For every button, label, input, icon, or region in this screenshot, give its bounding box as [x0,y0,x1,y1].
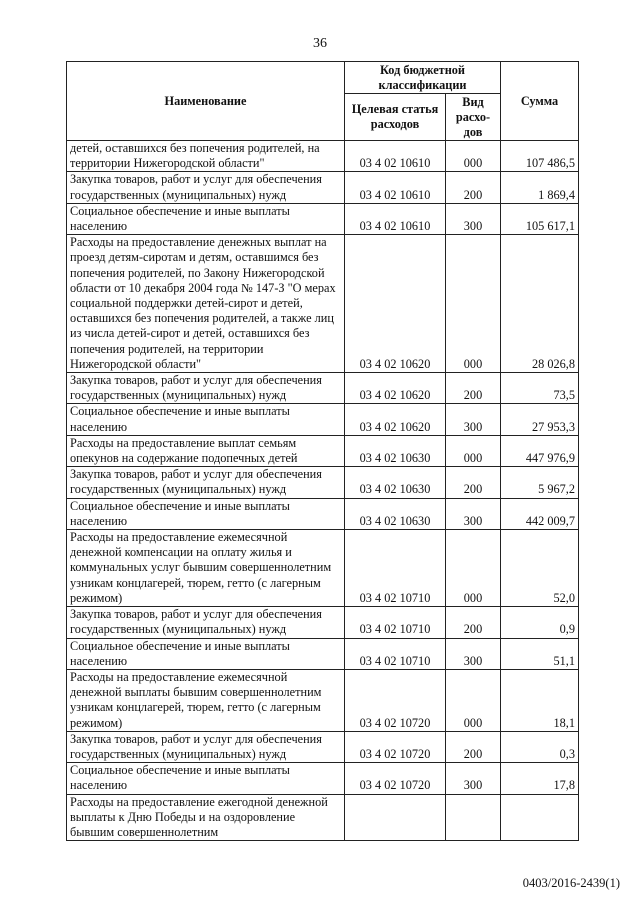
row-name: Социальное обеспечение и иные выплаты населению [67,498,345,529]
row-expense-type: 000 [446,530,501,607]
row-amount: 51,1 [501,638,579,669]
table-row [67,404,579,435]
row-target-code: 03 4 02 10710 [345,607,446,638]
header-target-article: Целевая статья расходов [345,94,446,141]
table-row [67,498,579,529]
row-name: Закупка товаров, работ и услуг для обеспечения государственных (муниципальных) нужд [67,731,345,762]
row-amount: 0,9 [501,607,579,638]
row-target-code: 03 4 02 10720 [345,731,446,762]
row-expense-type: 200 [446,467,501,498]
table-row [67,763,579,794]
row-target-code: 03 4 02 10610 [345,141,446,172]
table-row [67,669,579,731]
row-name: Расходы на предоставление выплат семьям опекунов на содержание подопечных детей [67,435,345,466]
table-row [67,203,579,234]
row-name: Закупка товаров, работ и услуг для обеспечения государственных (муниципальных) нужд [67,467,345,498]
table-row [67,731,579,762]
row-expense-type: 200 [446,373,501,404]
row-expense-type: 300 [446,404,501,435]
row-expense-type: 000 [446,141,501,172]
row-amount: 73,5 [501,373,579,404]
row-amount: 442 009,7 [501,498,579,529]
row-amount: 0,3 [501,731,579,762]
budget-table [66,61,579,841]
row-amount: 17,8 [501,763,579,794]
table-row [67,467,579,498]
row-name: Расходы на предоставление ежемесячной денежной выплаты бывшим совершеннолетним узникам концлагерей, тюрем, гетто (с лагерным режимом) [67,669,345,731]
table-body [67,141,579,841]
table-header [67,62,579,141]
table-row [67,794,579,841]
row-name: Социальное обеспечение и иные выплаты населению [67,203,345,234]
table-row [67,373,579,404]
row-target-code: 03 4 02 10610 [345,172,446,203]
row-name: Расходы на предоставление ежегодной денежной выплаты к Дню Победы и на оздоровление бывшим совершеннолетним [67,794,345,841]
row-amount: 107 486,5 [501,141,579,172]
row-expense-type: 200 [446,607,501,638]
row-amount: 52,0 [501,530,579,607]
row-expense-type: 000 [446,669,501,731]
table-row [67,435,579,466]
row-expense-type: 300 [446,498,501,529]
row-target-code [345,794,446,841]
row-expense-type: 300 [446,763,501,794]
header-name: Наименование [67,62,345,141]
row-expense-type: 000 [446,435,501,466]
row-amount: 447 976,9 [501,435,579,466]
row-name: Расходы на предоставление ежемесячной денежной компенсации на оплату жилья и коммунальных услуг бывшим совершеннолетним узникам концлагерей, тюрем, гетто (с лагерным режимом) [67,530,345,607]
row-target-code: 03 4 02 10710 [345,530,446,607]
table-row [67,172,579,203]
row-expense-type [446,794,501,841]
row-amount: 18,1 [501,669,579,731]
row-target-code: 03 4 02 10630 [345,498,446,529]
row-expense-type: 200 [446,172,501,203]
row-target-code: 03 4 02 10630 [345,467,446,498]
row-amount: 5 967,2 [501,467,579,498]
row-amount: 28 026,8 [501,235,579,373]
table-row [67,235,579,373]
table-row [67,530,579,607]
row-target-code: 03 4 02 10610 [345,203,446,234]
document-code: 0403/2016-2439(1) [522,876,620,890]
table-row [67,141,579,172]
row-target-code: 03 4 02 10620 [345,235,446,373]
row-name: Социальное обеспечение и иные выплаты населению [67,638,345,669]
row-name: Социальное обеспечение и иные выплаты населению [67,763,345,794]
row-name: детей, оставшихся без попечения родителей, на территории Нижегородской области" [67,141,345,172]
row-name: Закупка товаров, работ и услуг для обеспечения государственных (муниципальных) нужд [67,172,345,203]
row-name: Социальное обеспечение и иные выплаты населению [67,404,345,435]
row-name: Расходы на предоставление денежных выплат на проезд детям-сиротам и детям, оставшимся без попечения родителей, по Закону Нижегородской области от 10 декабря 2004 года № 147-З "О мерах социальной поддержки детей-сирот и детей, оставшихся без попечения родителей, а также лиц из числа детей-сирот и детей, оставшихся без попечения родителей, на территории Нижегородской области" [67,235,345,373]
row-expense-type: 300 [446,638,501,669]
row-target-code: 03 4 02 10620 [345,404,446,435]
row-expense-type: 200 [446,731,501,762]
row-target-code: 03 4 02 10710 [345,638,446,669]
row-target-code: 03 4 02 10720 [345,669,446,731]
row-target-code: 03 4 02 10720 [345,763,446,794]
row-name: Закупка товаров, работ и услуг для обеспечения государственных (муниципальных) нужд [67,373,345,404]
row-amount [501,794,579,841]
row-expense-type: 000 [446,235,501,373]
row-amount: 1 869,4 [501,172,579,203]
table-row [67,638,579,669]
row-amount: 105 617,1 [501,203,579,234]
row-expense-type: 300 [446,203,501,234]
header-expense-type: Вид расхо-дов [446,94,501,141]
row-target-code: 03 4 02 10620 [345,373,446,404]
header-classification: Код бюджетной классификации [345,62,501,94]
header-amount: Сумма [501,62,579,141]
table-row [67,607,579,638]
row-name: Закупка товаров, работ и услуг для обеспечения государственных (муниципальных) нужд [67,607,345,638]
row-target-code: 03 4 02 10630 [345,435,446,466]
page-number: 36 [313,36,327,51]
row-amount: 27 953,3 [501,404,579,435]
